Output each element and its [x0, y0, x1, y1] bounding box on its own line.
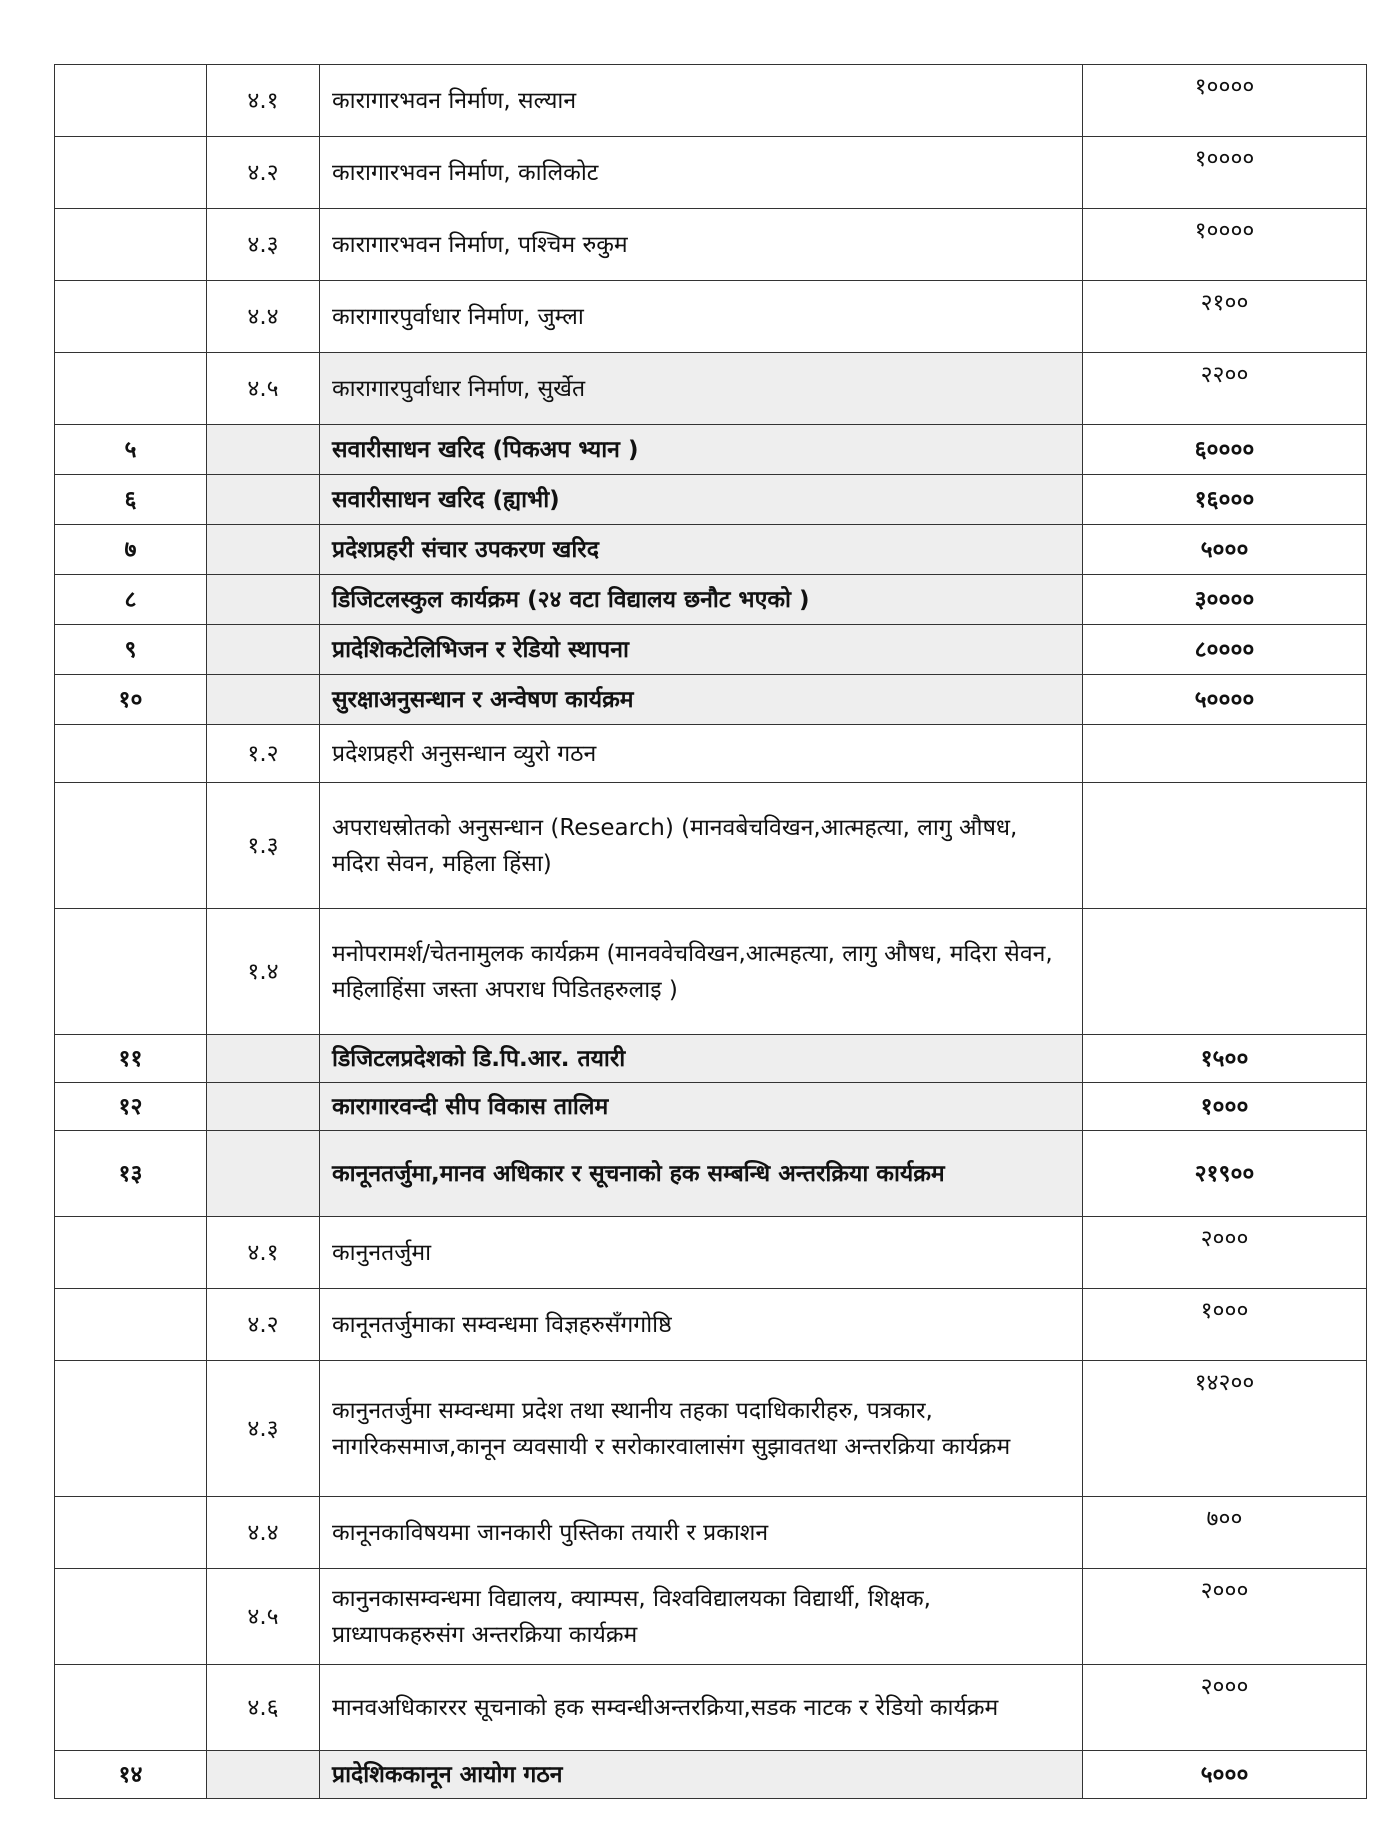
program-number-cell [55, 909, 207, 1035]
program-row [55, 475, 1367, 525]
sub-activity-row [55, 1361, 1367, 1497]
amount-cell: ५०००० [1083, 675, 1367, 725]
description-cell: प्रदेशप्रहरी अनुसन्धान व्युरो गठन [320, 725, 1083, 783]
program-number-cell [55, 1497, 207, 1569]
sub-item-number-cell [207, 525, 320, 575]
description-cell: मनोपरामर्श/चेतनामुलक कार्यक्रम (मानववेचविखन,आत्महत्या, लागु औषध, मदिरा सेवन, महिलाहिंसा जस्ता अपराध पिडितहरुलाइ ) [320, 909, 1083, 1035]
description-cell: कारागारभवन निर्माण, सल्यान [320, 65, 1083, 137]
amount-cell [1083, 725, 1367, 783]
description-cell: कानुनकासम्वन्धमा विद्यालय, क्याम्पस, विश्वविद्यालयका विद्यार्थी, शिक्षक, प्राध्यापकहरुसंग अन्तरक्रिया कार्यक्रम [320, 1569, 1083, 1665]
sub-activity-row [55, 1289, 1367, 1361]
program-number-cell: १० [55, 675, 207, 725]
program-number-cell: १३ [55, 1131, 207, 1217]
program-number-cell [55, 1569, 207, 1665]
program-row [55, 425, 1367, 475]
program-number-cell: ११ [55, 1035, 207, 1083]
description-cell: मानवअधिकाररर सूचनाको हक सम्वन्धीअन्तरक्रिया,सडक नाटक र रेडियो कार्यक्रम [320, 1665, 1083, 1751]
description-cell: अपराधस्रोतको अनुसन्धान (Research) (मानवबेचविखन,आत्महत्या, लागु औषध, मदिरा सेवन, महिला हिंसा) [320, 783, 1083, 909]
sub-item-number-cell: ४.१ [207, 1217, 320, 1289]
sub-item-number-cell: १.३ [207, 783, 320, 909]
amount-cell: २००० [1083, 1569, 1367, 1665]
sub-item-number-cell: १.२ [207, 725, 320, 783]
amount-cell: २००० [1083, 1217, 1367, 1289]
program-number-cell: ७ [55, 525, 207, 575]
program-number-cell [55, 137, 207, 209]
budget-table [54, 64, 1367, 1799]
sub-item-number-cell: ४.४ [207, 1497, 320, 1569]
description-cell: प्रादेशिककानून आयोग गठन [320, 1751, 1083, 1799]
sub-item-number-cell [207, 1751, 320, 1799]
sub-item-number-cell: ४.१ [207, 65, 320, 137]
sub-item-number-cell [207, 1035, 320, 1083]
sub-activity-row [55, 725, 1367, 783]
sub-item-number-cell [207, 475, 320, 525]
sub-activity-row [55, 909, 1367, 1035]
sub-item-number-cell: ४.३ [207, 209, 320, 281]
description-cell: कारागारपुर्वाधार निर्माण, सुर्खेत [320, 353, 1083, 425]
amount-cell: २१०० [1083, 281, 1367, 353]
sub-activity-row [55, 783, 1367, 909]
amount-cell: ५००० [1083, 525, 1367, 575]
amount-cell: २२०० [1083, 353, 1367, 425]
amount-cell: १४२०० [1083, 1361, 1367, 1497]
amount-cell: ६०००० [1083, 425, 1367, 475]
description-cell: कानूनकाविषयमा जानकारी पुस्तिका तयारी र प्रकाशन [320, 1497, 1083, 1569]
program-row [55, 1131, 1367, 1217]
program-row [55, 1035, 1367, 1083]
sub-activity-row [55, 209, 1367, 281]
program-number-cell: ८ [55, 575, 207, 625]
description-cell: सवारीसाधन खरिद (ह्याभी) [320, 475, 1083, 525]
description-cell: डिजिटलप्रदेशको डि.पि.आर. तयारी [320, 1035, 1083, 1083]
program-row [55, 675, 1367, 725]
description-cell: कारागारपुर्वाधार निर्माण, जुम्ला [320, 281, 1083, 353]
sub-activity-row [55, 353, 1367, 425]
sub-item-number-cell: ४.२ [207, 137, 320, 209]
description-cell: कारागारवन्दी सीप विकास तालिम [320, 1083, 1083, 1131]
sub-item-number-cell: ४.२ [207, 1289, 320, 1361]
amount-cell: ७०० [1083, 1497, 1367, 1569]
program-number-cell [55, 65, 207, 137]
program-number-cell [55, 725, 207, 783]
program-number-cell: १२ [55, 1083, 207, 1131]
sub-item-number-cell: ४.४ [207, 281, 320, 353]
program-number-cell [55, 1289, 207, 1361]
sub-item-number-cell [207, 1131, 320, 1217]
sub-activity-row [55, 1217, 1367, 1289]
amount-cell: २१९०० [1083, 1131, 1367, 1217]
description-cell: सुरक्षाअनुसन्धान र अन्वेषण कार्यक्रम [320, 675, 1083, 725]
amount-cell: १०००० [1083, 137, 1367, 209]
description-cell: प्रदेशप्रहरी संचार उपकरण खरिद [320, 525, 1083, 575]
amount-cell: २००० [1083, 1665, 1367, 1751]
program-number-cell: ६ [55, 475, 207, 525]
amount-cell [1083, 783, 1367, 909]
program-number-cell [55, 209, 207, 281]
program-number-cell [55, 783, 207, 909]
sub-item-number-cell: ४.३ [207, 1361, 320, 1497]
program-number-cell [55, 1665, 207, 1751]
sub-item-number-cell: १.४ [207, 909, 320, 1035]
sub-item-number-cell: ४.६ [207, 1665, 320, 1751]
sub-item-number-cell: ४.५ [207, 353, 320, 425]
amount-cell [1083, 909, 1367, 1035]
description-cell: कानूनतर्जुमाका सम्वन्धमा विज्ञहरुसँगगोष्ठि [320, 1289, 1083, 1361]
sub-activity-row [55, 1569, 1367, 1665]
amount-cell: ८०००० [1083, 625, 1367, 675]
program-row [55, 1083, 1367, 1131]
amount-cell: १०००० [1083, 65, 1367, 137]
program-row [55, 575, 1367, 625]
description-cell: सवारीसाधन खरिद (पिकअप भ्यान ) [320, 425, 1083, 475]
description-cell: प्रादेशिकटेलिभिजन र रेडियो स्थापना [320, 625, 1083, 675]
sub-item-number-cell [207, 625, 320, 675]
program-number-cell [55, 281, 207, 353]
description-cell: कानूनतर्जुमा,मानव अधिकार र सूचनाको हक सम्बन्धि अन्तरक्रिया कार्यक्रम [320, 1131, 1083, 1217]
amount-cell: १५०० [1083, 1035, 1367, 1083]
sub-activity-row [55, 281, 1367, 353]
program-number-cell: ५ [55, 425, 207, 475]
sub-item-number-cell: ४.५ [207, 1569, 320, 1665]
description-cell: डिजिटलस्कुल कार्यक्रम (२४ वटा विद्यालय छनौट भएको ) [320, 575, 1083, 625]
amount-cell: ३०००० [1083, 575, 1367, 625]
program-number-cell [55, 1217, 207, 1289]
program-row [55, 625, 1367, 675]
sub-activity-row [55, 1497, 1367, 1569]
description-cell: कारागारभवन निर्माण, पश्चिम रुकुम [320, 209, 1083, 281]
amount-cell: १६००० [1083, 475, 1367, 525]
sub-item-number-cell [207, 1083, 320, 1131]
program-number-cell [55, 353, 207, 425]
sub-activity-row [55, 65, 1367, 137]
amount-cell: १०००० [1083, 209, 1367, 281]
amount-cell: १००० [1083, 1083, 1367, 1131]
description-cell: कानुनतर्जुमा [320, 1217, 1083, 1289]
program-number-cell: १४ [55, 1751, 207, 1799]
description-cell: कानुनतर्जुमा सम्वन्धमा प्रदेश तथा स्थानीय तहका पदाधिकारीहरु, पत्रकार, नागरिकसमाज,कानून व्यवसायी र सरोकारवालासंग सुझावतथा अन्तरक्रिया कार्यक्रम [320, 1361, 1083, 1497]
amount-cell: ५००० [1083, 1751, 1367, 1799]
program-row [55, 525, 1367, 575]
budget-table-body [55, 65, 1367, 1799]
sub-item-number-cell [207, 675, 320, 725]
sub-activity-row [55, 1665, 1367, 1751]
program-number-cell [55, 1361, 207, 1497]
program-row [55, 1751, 1367, 1799]
description-cell: कारागारभवन निर्माण, कालिकोट [320, 137, 1083, 209]
sub-item-number-cell [207, 425, 320, 475]
program-number-cell: ९ [55, 625, 207, 675]
amount-cell: १००० [1083, 1289, 1367, 1361]
sub-activity-row [55, 137, 1367, 209]
sub-item-number-cell [207, 575, 320, 625]
